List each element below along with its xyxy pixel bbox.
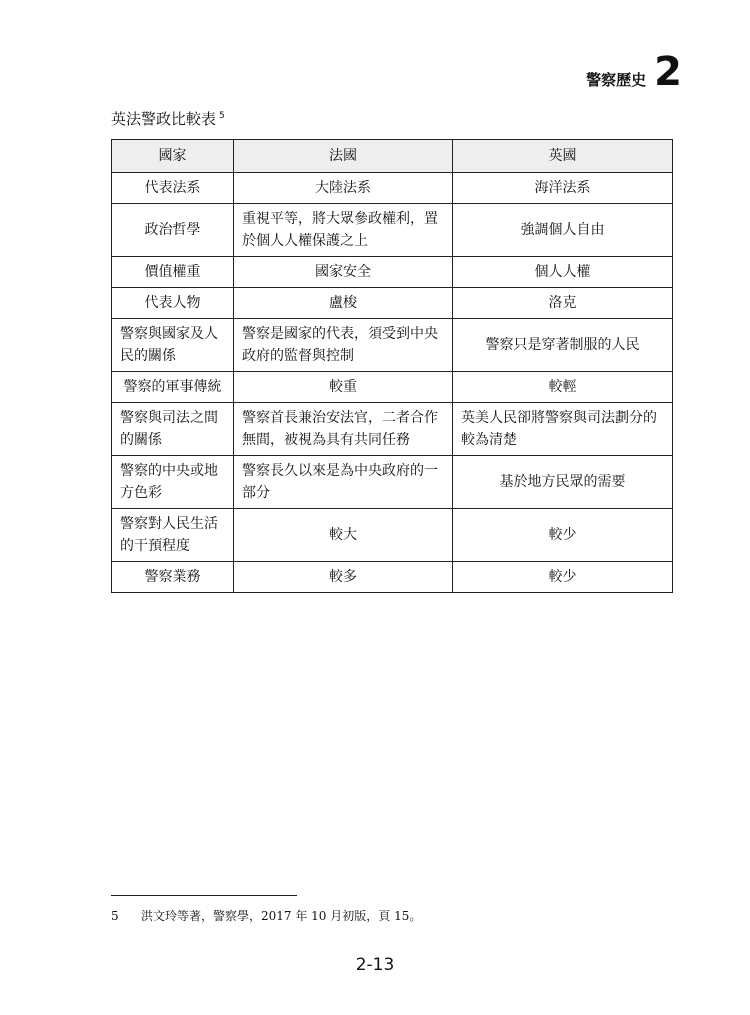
row-label: 政治哲學: [112, 204, 234, 257]
france-cell: 較多: [234, 562, 453, 593]
france-cell: 警察是國家的代表，須受到中央政府的監督與控制: [234, 319, 453, 372]
footnote-text: 洪文玲等著，警察學，2017 年 10 月初版，頁 15。: [141, 909, 422, 923]
table-caption: [111, 108, 225, 129]
table-caption-text: 英法警政比較表: [111, 110, 217, 128]
section-title: 警察歷史: [586, 71, 647, 89]
comparison-table: [111, 139, 673, 593]
uk-cell: 較少: [453, 562, 673, 593]
table-row: [112, 456, 673, 509]
footnote: [111, 907, 421, 924]
france-cell: 國家安全: [234, 257, 453, 288]
france-cell: 大陸法系: [234, 173, 453, 204]
table-row: [112, 509, 673, 562]
row-label: 警察與司法之間的關係: [112, 403, 234, 456]
uk-cell: 英美人民卻將警察與司法劃分的較為清楚: [453, 403, 673, 456]
row-label: 警察業務: [112, 562, 234, 593]
uk-cell: 洛克: [453, 288, 673, 319]
table-row: [112, 257, 673, 288]
chapter-number: 2: [654, 49, 682, 95]
table-row: [112, 204, 673, 257]
row-label: 警察對人民生活的干預程度: [112, 509, 234, 562]
row-label: 警察的中央或地方色彩: [112, 456, 234, 509]
row-label: 代表人物: [112, 288, 234, 319]
uk-cell: 較輕: [453, 372, 673, 403]
row-label: 價值權重: [112, 257, 234, 288]
footnote-number: 5: [111, 909, 119, 923]
uk-cell: 基於地方民眾的需要: [453, 456, 673, 509]
footnote-divider: [111, 895, 297, 896]
column-header-france: 法國: [234, 140, 453, 173]
table-row: [112, 288, 673, 319]
uk-cell: 較少: [453, 509, 673, 562]
uk-cell: 強調個人自由: [453, 204, 673, 257]
running-head: [586, 49, 682, 95]
table-row: [112, 319, 673, 372]
footnote-marker: 5: [219, 111, 225, 121]
row-label: 警察與國家及人民的關係: [112, 319, 234, 372]
table-row: [112, 372, 673, 403]
row-label: 警察的軍事傳統: [112, 372, 234, 403]
france-cell: 警察首長兼治安法官，二者合作無間，被視為具有共同任務: [234, 403, 453, 456]
page-number: 2-13: [355, 955, 395, 975]
france-cell: 較重: [234, 372, 453, 403]
france-cell: 重視平等，將大眾參政權利，置於個人人權保護之上: [234, 204, 453, 257]
table-row: [112, 562, 673, 593]
uk-cell: 警察只是穿著制服的人民: [453, 319, 673, 372]
france-cell: 盧梭: [234, 288, 453, 319]
table-row: [112, 403, 673, 456]
france-cell: 較大: [234, 509, 453, 562]
column-header-uk: 英國: [453, 140, 673, 173]
france-cell: 警察長久以來是為中央政府的一部分: [234, 456, 453, 509]
uk-cell: 個人人權: [453, 257, 673, 288]
uk-cell: 海洋法系: [453, 173, 673, 204]
row-label: 代表法系: [112, 173, 234, 204]
table-header-row: [112, 140, 673, 173]
column-header-country: 國家: [112, 140, 234, 173]
table-row: [112, 173, 673, 204]
